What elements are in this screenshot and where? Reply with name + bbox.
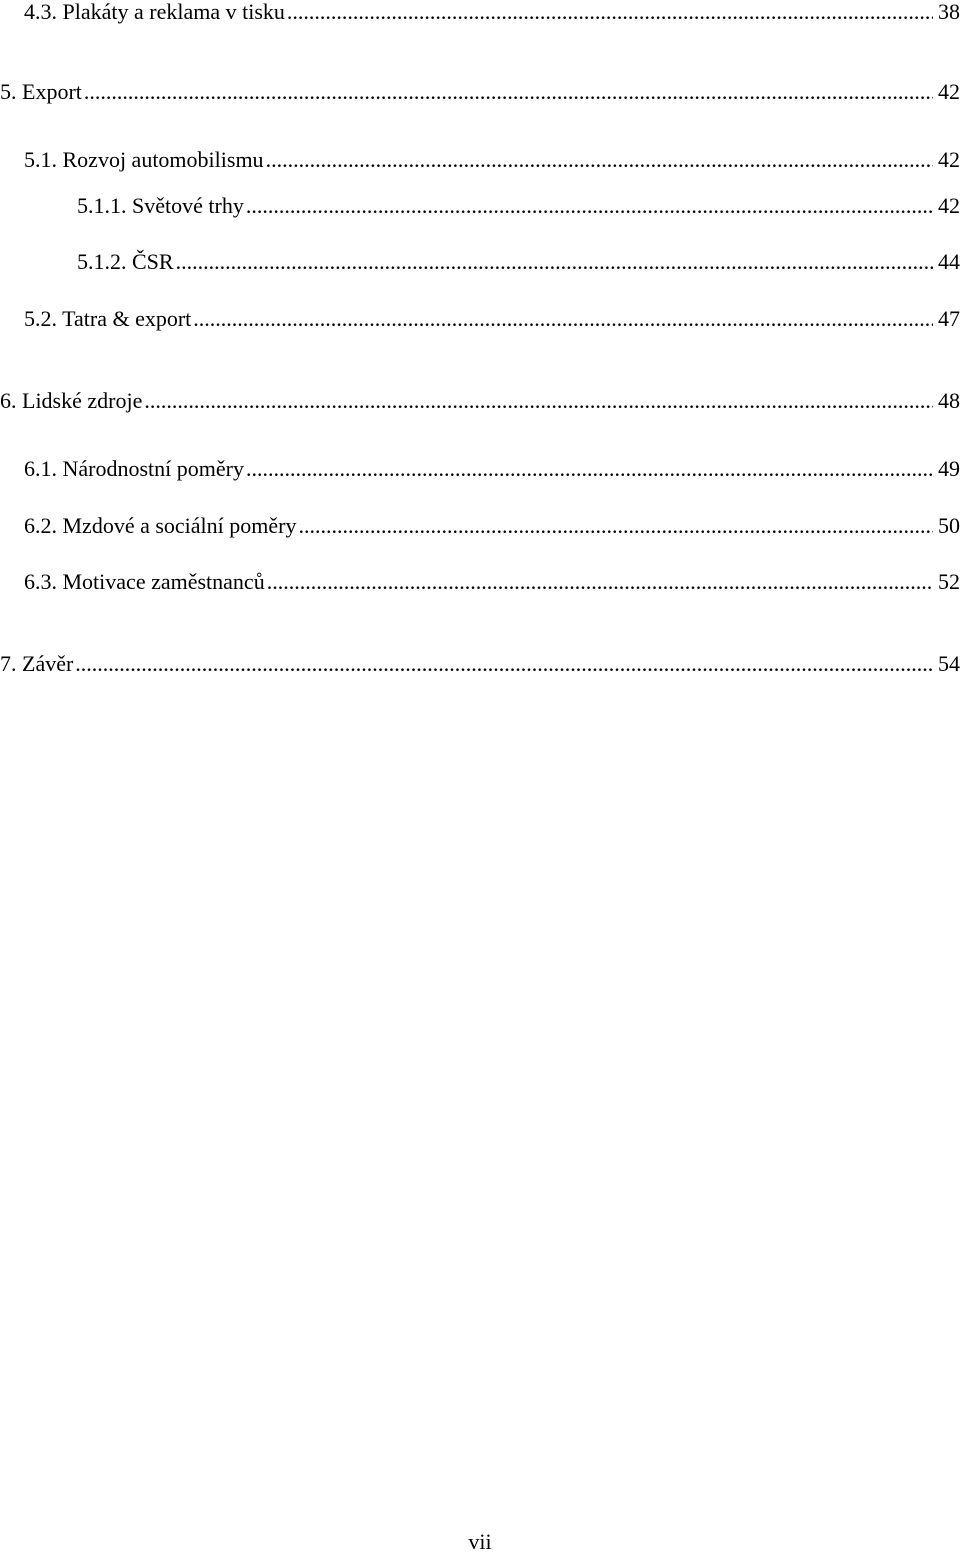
toc-leader-dots [264,146,933,174]
toc-entry-title: 5.2. Tatra & export [24,306,192,331]
toc-entry-title: 6.3. Motivace zaměstnanců [24,569,265,594]
toc-leader-dots [285,0,933,26]
toc-entry-title: 6.1. Národnostní poměry [24,456,244,481]
toc-leader-dots [265,568,933,596]
toc-entry[interactable] [77,192,960,220]
toc-entry[interactable] [0,650,960,678]
toc-leader-dots [297,512,934,540]
toc-entry[interactable] [24,455,960,483]
toc-entry[interactable] [0,78,960,106]
toc-entry-page: 42 [938,147,960,172]
toc-leader-dots [82,78,933,106]
toc-entry-title: 5. Export [0,79,82,104]
toc-leader-dots [174,248,933,276]
toc-entry-page: 49 [938,456,960,481]
toc-entry-title: 5.1. Rozvoj automobilismu [24,147,264,172]
toc-entry-title: 5.1.2. ČSR [77,249,174,274]
toc-entry[interactable] [77,248,960,276]
toc-entry-page: 38 [938,0,960,24]
toc-leader-dots [191,305,933,333]
toc-entry[interactable] [24,568,960,596]
toc-entry-page: 54 [938,651,960,676]
toc-entry-title: 6. Lidské zdroje [0,388,143,413]
toc-entry[interactable] [24,0,960,26]
toc-entry-title: 4.3. Plakáty a reklama v tisku [24,0,285,24]
toc-entry-page: 44 [938,249,960,274]
page-number: vii [468,1529,492,1554]
toc-leader-dots [244,192,933,220]
toc-entry[interactable] [24,305,960,333]
toc-entry[interactable] [24,146,960,174]
toc-entry-title: 6.2. Mzdové a sociální poměry [24,513,297,538]
toc-entry-title: 5.1.1. Světové trhy [77,193,244,218]
toc-entry-page: 42 [938,193,960,218]
toc-entry-page: 50 [938,513,960,538]
toc-entry-page: 52 [938,569,960,594]
toc-entry[interactable] [0,387,960,415]
toc-leader-dots [73,650,933,678]
toc-entry[interactable] [24,512,960,540]
toc-entry-title: 7. Závěr [0,651,74,676]
toc-leader-dots [244,455,933,483]
toc-entry-page: 47 [938,306,960,331]
toc-entry-page: 48 [938,388,960,413]
toc-entry-page: 42 [938,79,960,104]
toc-leader-dots [142,387,933,415]
